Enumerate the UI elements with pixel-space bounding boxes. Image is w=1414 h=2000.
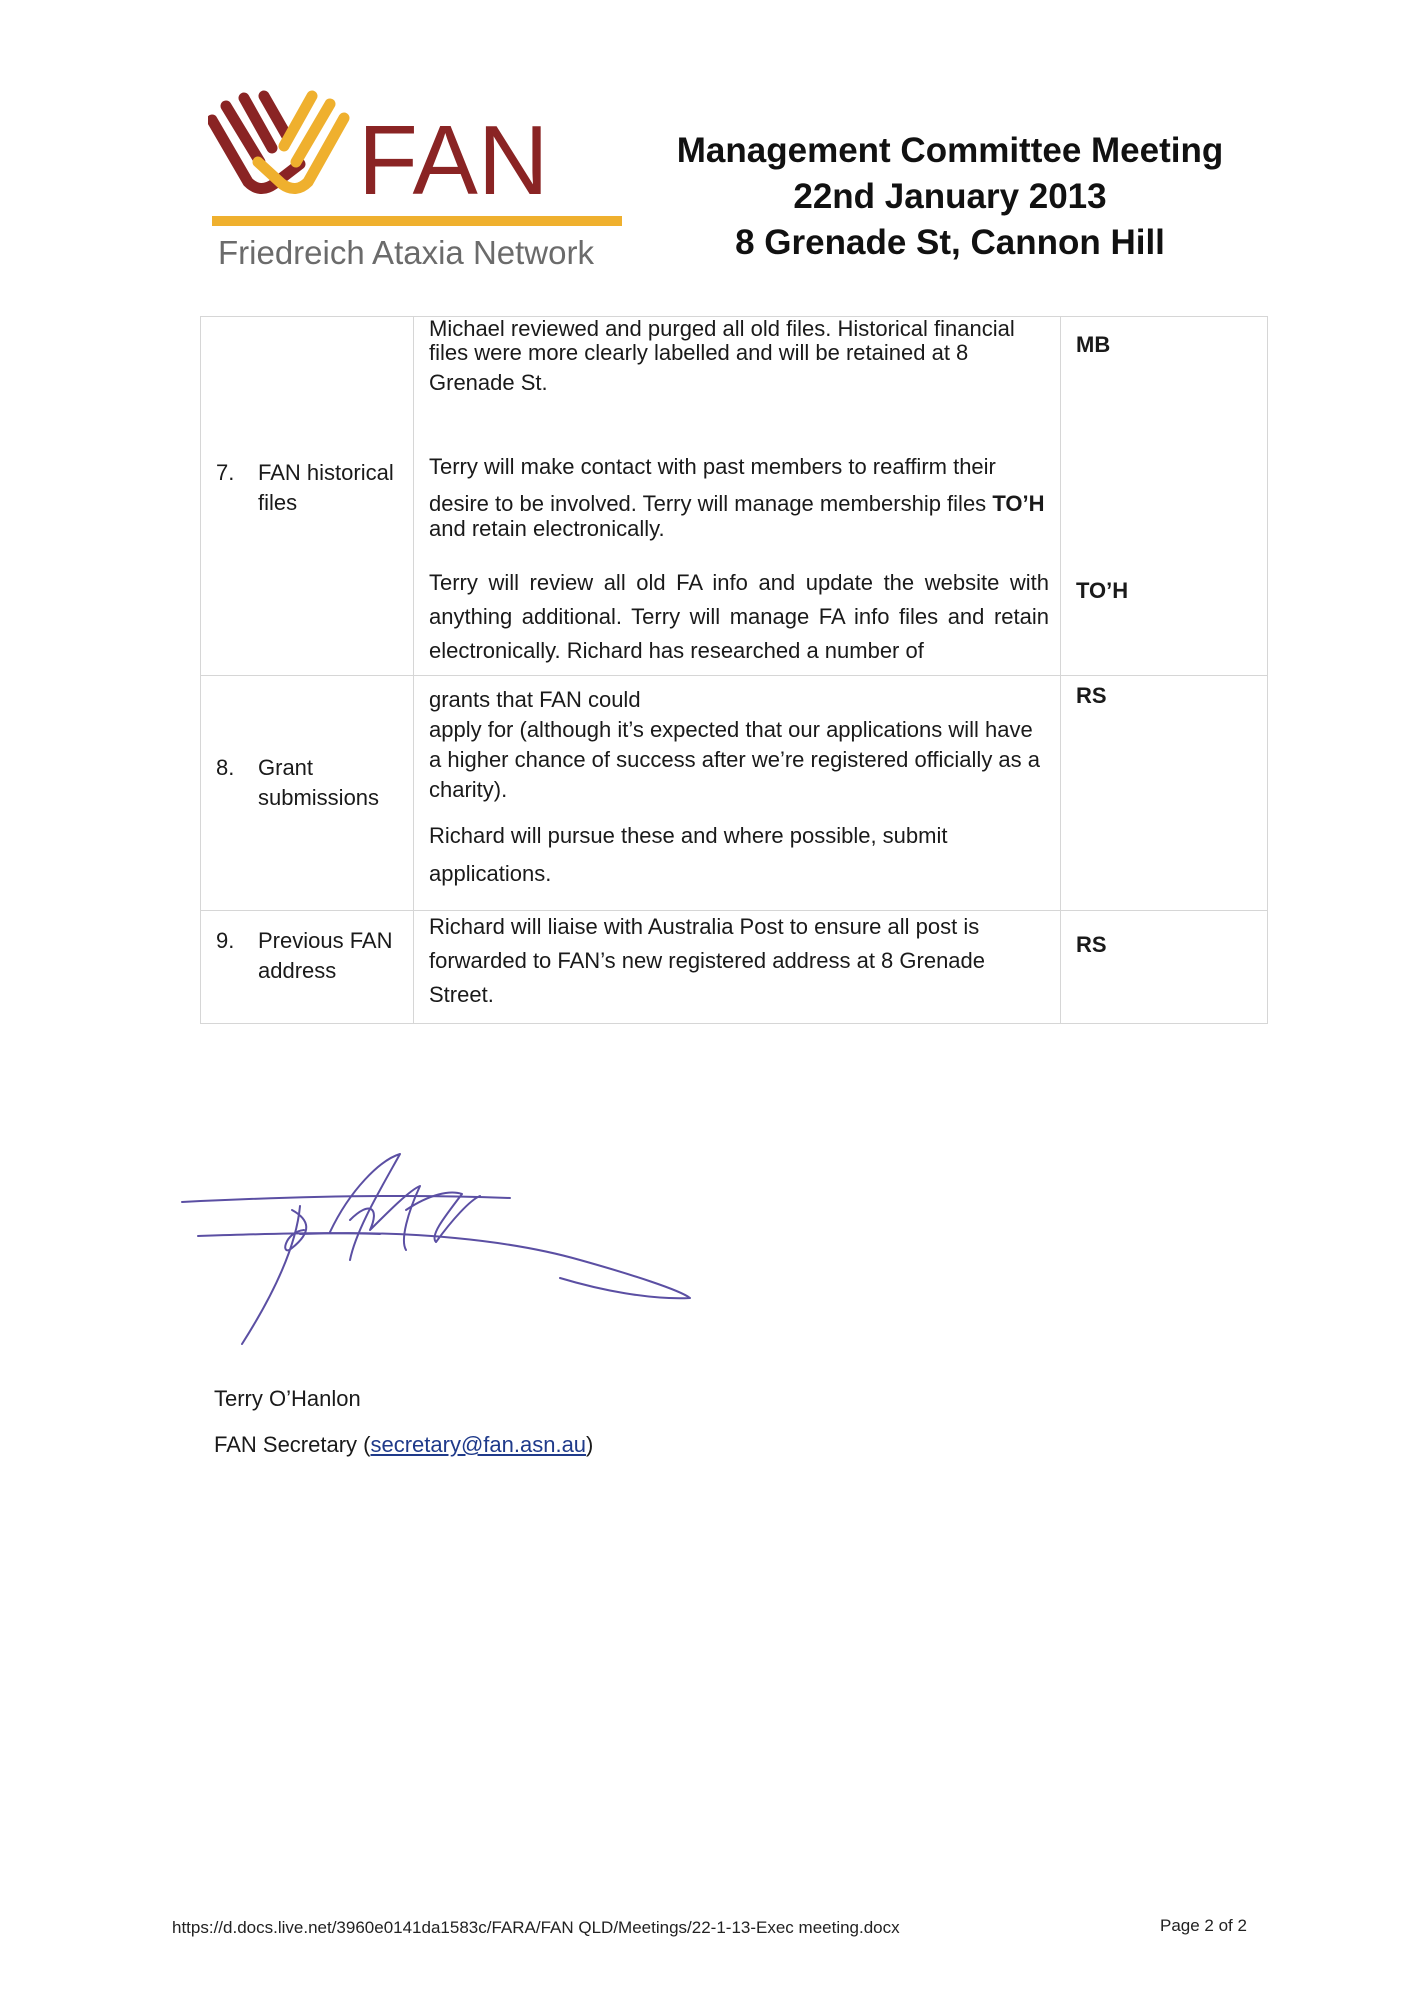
owner-cell xyxy=(1061,911,1268,1024)
owner-initials: TO’H xyxy=(1076,578,1129,603)
signer-name: Terry O’Hanlon xyxy=(214,1386,361,1411)
item-label: Previous FAN address xyxy=(258,928,393,983)
item-cell xyxy=(201,317,414,676)
paragraph-text: Terry will make contact with past members to reaffirm their desire to be involved. Terry will manage membership files xyxy=(429,454,996,516)
table-row xyxy=(201,911,1268,1024)
handwritten-signature xyxy=(180,1150,710,1360)
secretary-email-link[interactable]: secretary@fan.asn.au xyxy=(370,1432,587,1457)
owner-cell xyxy=(1061,676,1268,911)
logo-text: FAN xyxy=(358,105,549,215)
logo-subtitle: Friedreich Ataxia Network xyxy=(218,234,594,271)
hands-icon xyxy=(212,96,344,189)
logo-underline xyxy=(212,216,622,226)
owner-initials: RS xyxy=(1076,932,1107,957)
item-label: FAN historical files xyxy=(258,460,394,515)
title-line-1: Management Committee Meeting xyxy=(676,131,1224,170)
body-cell xyxy=(414,911,1061,1024)
paragraph: Terry will review all old FA info and update the website with anything additional. Terry will manage FA info files and retain electronically. Richard has researched a number of xyxy=(429,570,1049,663)
owner-initials: MB xyxy=(1076,332,1111,357)
paragraph: and retain electronically. xyxy=(429,516,665,541)
item-label: Grant submissions xyxy=(258,755,380,810)
owner-cell xyxy=(1061,317,1268,676)
minutes-table xyxy=(200,316,1268,1024)
item-cell xyxy=(201,676,414,911)
footer-path: https://d.docs.live.net/3960e0141da1583c/FARA/FAN QLD/Meetings/22-1-13-Exec meeting.docx xyxy=(172,1918,900,1937)
meeting-title xyxy=(660,128,1240,266)
signer-role-suffix: ) xyxy=(586,1432,594,1457)
owner-inline: TO’H xyxy=(992,491,1045,516)
paragraph: apply for (although it’s expected that our applications will have a higher chance of success after we’re registered officially as a charity). xyxy=(429,717,1041,802)
page-number: Page 2 of 2 xyxy=(1160,1916,1247,1935)
title-line-2: 22nd January 2013 xyxy=(793,177,1107,216)
body-cell xyxy=(414,676,1061,911)
item-number: 9. xyxy=(216,928,235,953)
item-cell xyxy=(201,911,414,1024)
paragraph xyxy=(415,448,1059,522)
table-row xyxy=(201,317,1268,676)
item-number: 8. xyxy=(216,755,235,780)
signer-role-prefix: FAN Secretary ( xyxy=(214,1432,371,1457)
paragraph: files were more clearly labelled and will be retained at 8 Grenade St. xyxy=(429,340,969,395)
fan-logo xyxy=(208,88,628,278)
title-line-3: 8 Grenade St, Cannon Hill xyxy=(735,223,1165,262)
owner-initials: RS xyxy=(1076,683,1107,708)
body-cell xyxy=(414,317,1061,676)
item-number: 7. xyxy=(216,460,235,485)
signer-role xyxy=(214,1432,593,1458)
paragraph: Richard will pursue these and where possible, submit applications. xyxy=(429,823,948,886)
table-row xyxy=(201,676,1268,911)
paragraph: grants that FAN could xyxy=(429,687,641,712)
paragraph: Richard will liaise with Australia Post to ensure all post is forwarded to FAN’s new registered address at 8 Grenade Street. xyxy=(429,914,986,1007)
paragraph: Michael reviewed and purged all old files. Historical financial xyxy=(429,316,1015,341)
